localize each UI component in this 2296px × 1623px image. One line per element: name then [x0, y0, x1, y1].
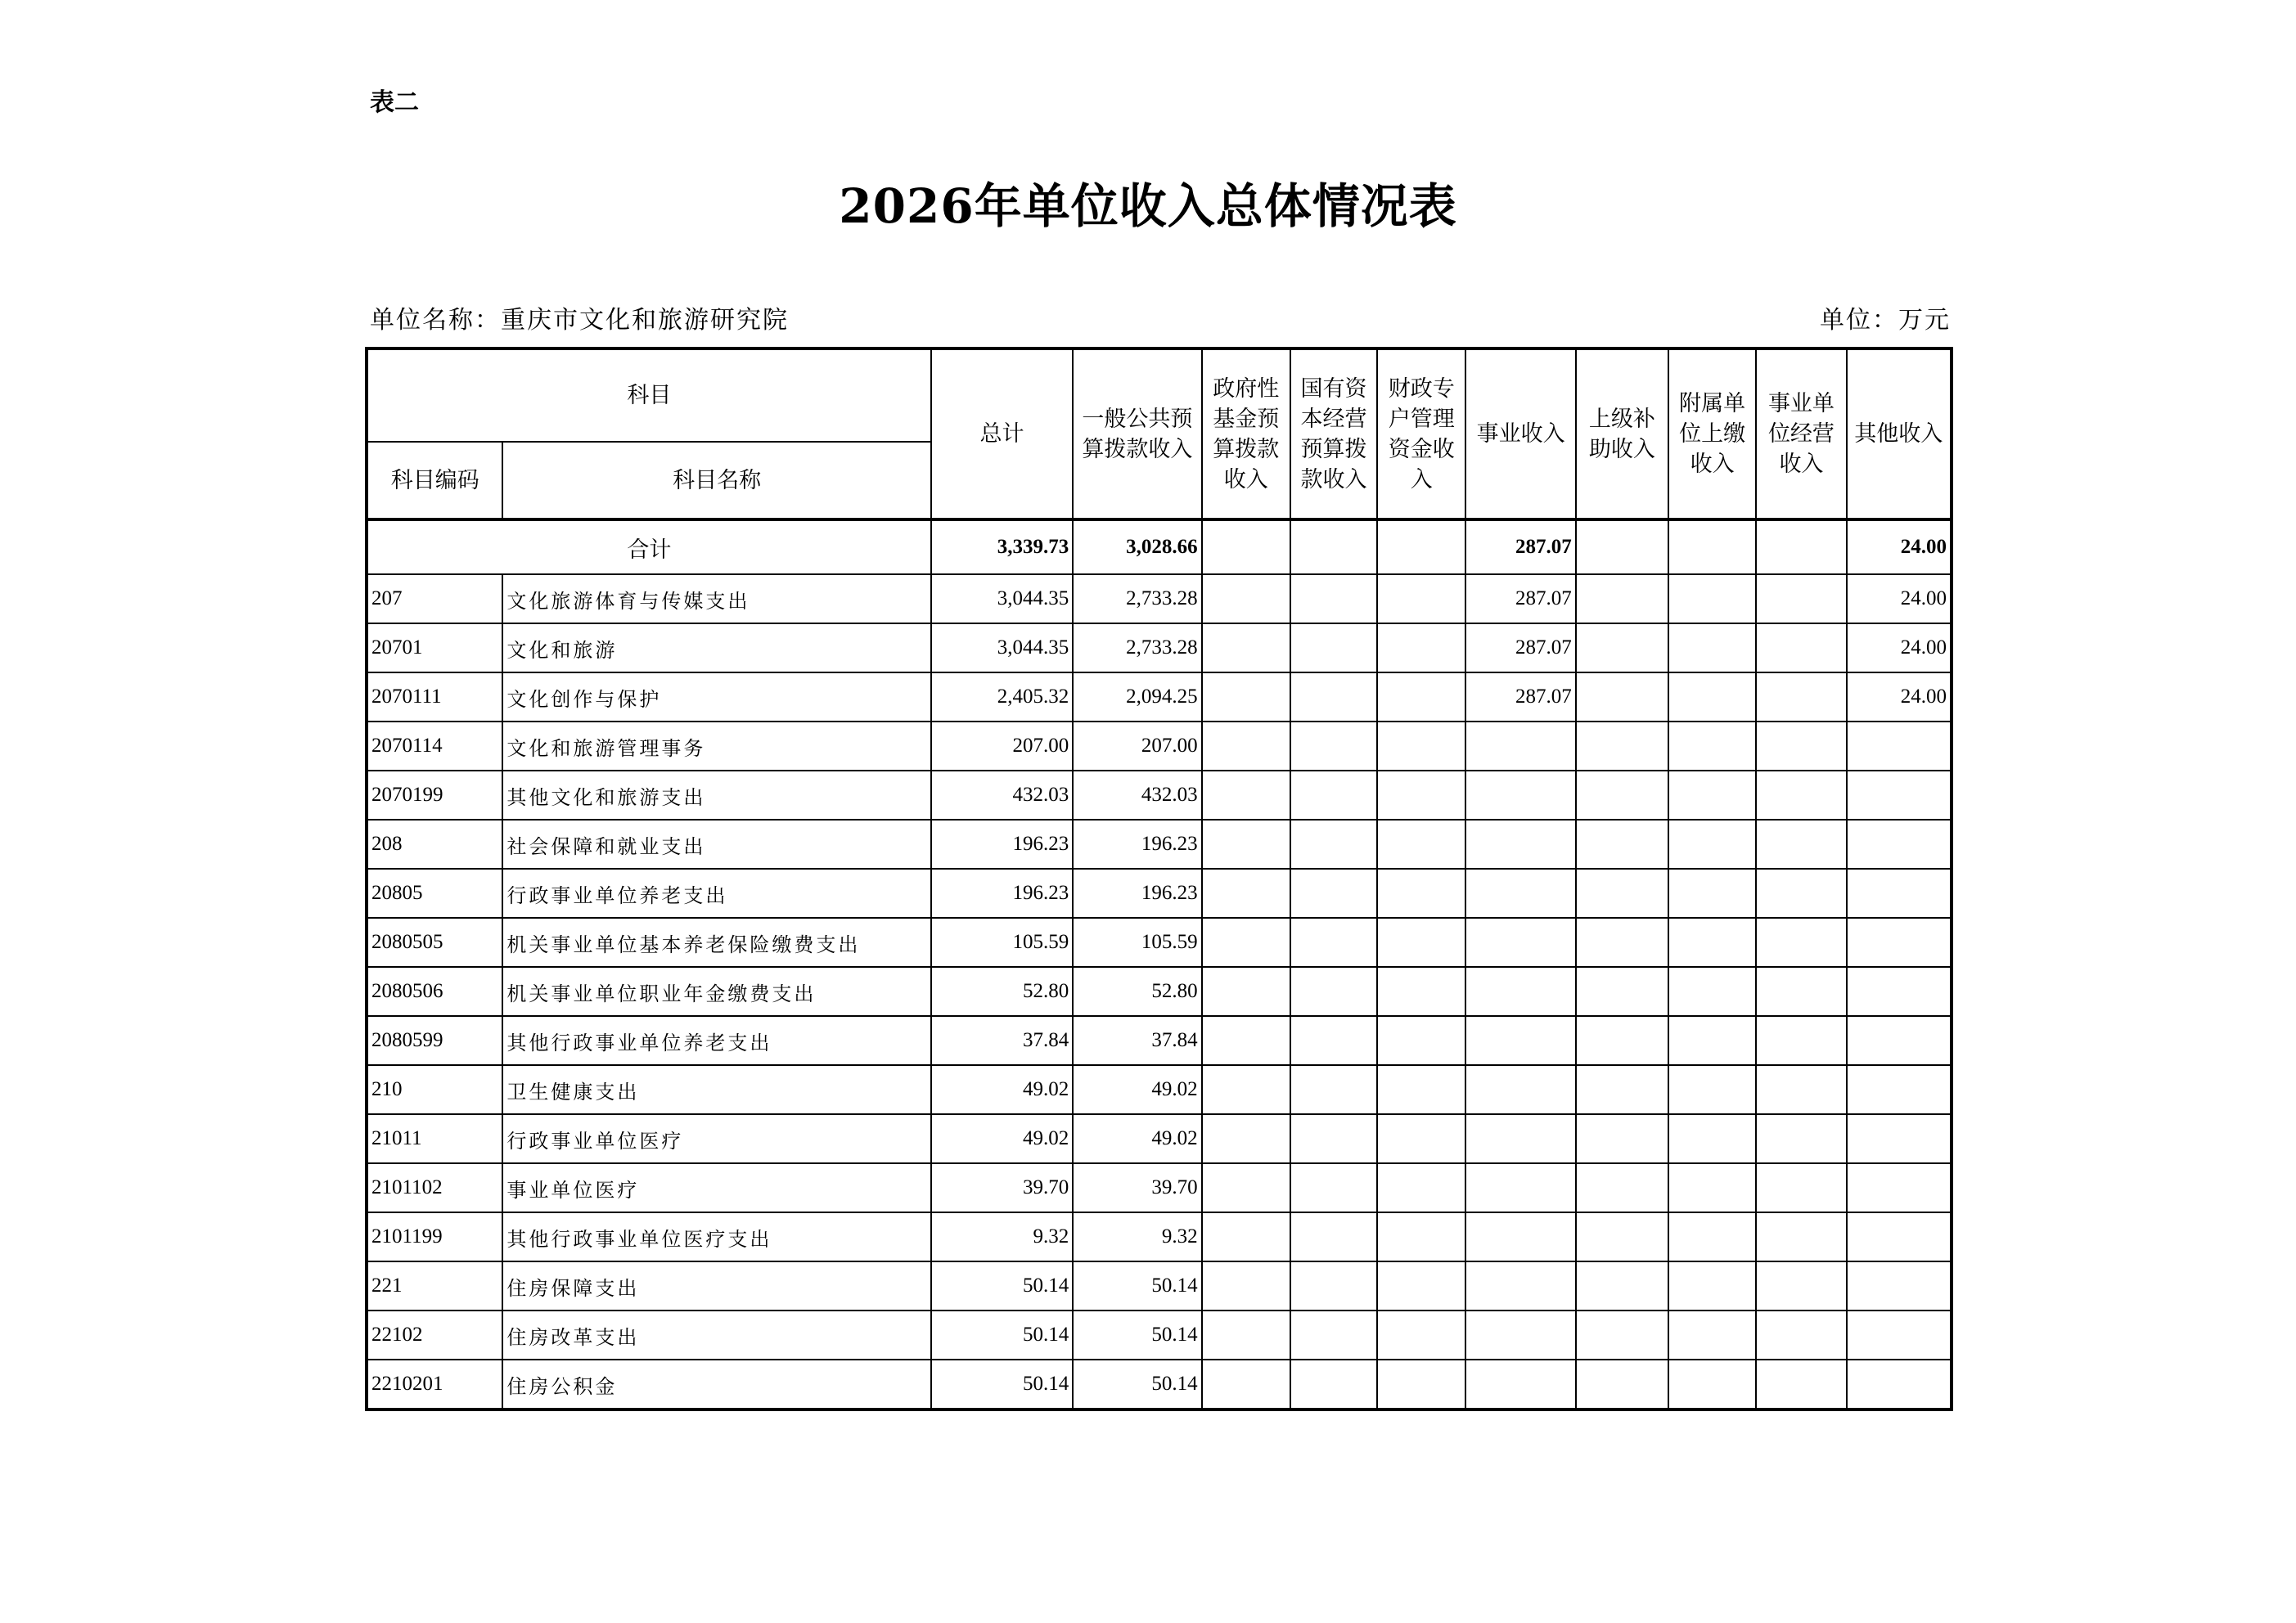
cell-special-account	[1377, 1114, 1465, 1163]
header-special-account: 财政专户管理资金收入	[1377, 348, 1465, 519]
header-business-income: 事业收入	[1465, 348, 1575, 519]
table-row	[367, 771, 1952, 820]
cell-general-budget: 39.70	[1073, 1163, 1201, 1212]
cell-general-budget: 37.84	[1073, 1016, 1201, 1065]
income-table	[365, 347, 1953, 1411]
cell-business-income	[1465, 722, 1575, 771]
cell-special-account	[1377, 1360, 1465, 1409]
total-special-account	[1377, 519, 1465, 574]
cell-affiliated	[1668, 672, 1756, 722]
header-operating: 事业单位经营收入	[1756, 348, 1846, 519]
cell-general-budget: 196.23	[1073, 820, 1201, 869]
cell-other	[1847, 1360, 1952, 1409]
cell-affiliated	[1668, 1212, 1756, 1261]
cell-name: 住房保障支出	[502, 1261, 930, 1311]
table-body	[367, 519, 1952, 1409]
total-business-income: 287.07	[1465, 519, 1575, 574]
total-total: 3,339.73	[931, 519, 1073, 574]
cell-general-budget: 432.03	[1073, 771, 1201, 820]
cell-name: 事业单位医疗	[502, 1163, 930, 1212]
cell-special-account	[1377, 1016, 1465, 1065]
table-row	[367, 1114, 1952, 1163]
cell-superior-subsidy	[1576, 672, 1668, 722]
cell-business-income	[1465, 1311, 1575, 1360]
cell-state-capital	[1290, 1065, 1377, 1114]
table-row	[367, 869, 1952, 918]
table-row	[367, 1163, 1952, 1212]
cell-code: 2080599	[367, 1016, 502, 1065]
cell-other	[1847, 1261, 1952, 1311]
cell-gov-fund	[1202, 722, 1290, 771]
cell-code: 221	[367, 1261, 502, 1311]
cell-special-account	[1377, 1261, 1465, 1311]
header-superior-subsidy: 上级补助收入	[1576, 348, 1668, 519]
cell-superior-subsidy	[1576, 1212, 1668, 1261]
cell-special-account	[1377, 623, 1465, 672]
cell-special-account	[1377, 918, 1465, 967]
cell-affiliated	[1668, 820, 1756, 869]
table-row	[367, 672, 1952, 722]
cell-superior-subsidy	[1576, 623, 1668, 672]
total-other: 24.00	[1847, 519, 1952, 574]
cell-gov-fund	[1202, 623, 1290, 672]
cell-affiliated	[1668, 1311, 1756, 1360]
cell-code: 22102	[367, 1311, 502, 1360]
table-row	[367, 918, 1952, 967]
cell-other	[1847, 1065, 1952, 1114]
cell-total: 9.32	[931, 1212, 1073, 1261]
cell-name: 卫生健康支出	[502, 1065, 930, 1114]
cell-other	[1847, 1163, 1952, 1212]
cell-total: 50.14	[931, 1261, 1073, 1311]
cell-other	[1847, 771, 1952, 820]
cell-business-income	[1465, 918, 1575, 967]
cell-superior-subsidy	[1576, 869, 1668, 918]
cell-affiliated	[1668, 1360, 1756, 1409]
cell-general-budget: 2,094.25	[1073, 672, 1201, 722]
cell-general-budget: 105.59	[1073, 918, 1201, 967]
table-header	[367, 348, 1952, 519]
cell-total: 196.23	[931, 820, 1073, 869]
cell-business-income	[1465, 869, 1575, 918]
cell-affiliated	[1668, 574, 1756, 623]
cell-affiliated	[1668, 1016, 1756, 1065]
table-row	[367, 1016, 1952, 1065]
cell-gov-fund	[1202, 869, 1290, 918]
cell-state-capital	[1290, 1016, 1377, 1065]
cell-general-budget: 9.32	[1073, 1212, 1201, 1261]
cell-gov-fund	[1202, 1016, 1290, 1065]
total-affiliated	[1668, 519, 1756, 574]
cell-code: 21011	[367, 1114, 502, 1163]
cell-gov-fund	[1202, 1261, 1290, 1311]
cell-code: 20805	[367, 869, 502, 918]
cell-gov-fund	[1202, 1311, 1290, 1360]
table-row	[367, 1311, 1952, 1360]
cell-name: 住房改革支出	[502, 1311, 930, 1360]
cell-special-account	[1377, 1212, 1465, 1261]
cell-gov-fund	[1202, 672, 1290, 722]
cell-gov-fund	[1202, 574, 1290, 623]
total-general-budget: 3,028.66	[1073, 519, 1201, 574]
total-row	[367, 519, 1952, 574]
cell-gov-fund	[1202, 1114, 1290, 1163]
cell-code: 20701	[367, 623, 502, 672]
cell-state-capital	[1290, 623, 1377, 672]
cell-other	[1847, 1016, 1952, 1065]
cell-state-capital	[1290, 1163, 1377, 1212]
cell-gov-fund	[1202, 771, 1290, 820]
cell-total: 49.02	[931, 1065, 1073, 1114]
cell-operating	[1756, 574, 1846, 623]
total-operating	[1756, 519, 1846, 574]
cell-superior-subsidy	[1576, 771, 1668, 820]
cell-code: 208	[367, 820, 502, 869]
cell-business-income: 287.07	[1465, 672, 1575, 722]
cell-total: 3,044.35	[931, 623, 1073, 672]
cell-general-budget: 50.14	[1073, 1360, 1201, 1409]
cell-operating	[1756, 1261, 1846, 1311]
cell-business-income	[1465, 1114, 1575, 1163]
cell-operating	[1756, 623, 1846, 672]
cell-superior-subsidy	[1576, 1114, 1668, 1163]
header-total: 总计	[931, 348, 1073, 519]
cell-general-budget: 49.02	[1073, 1065, 1201, 1114]
cell-affiliated	[1668, 1114, 1756, 1163]
cell-total: 37.84	[931, 1016, 1073, 1065]
cell-total: 49.02	[931, 1114, 1073, 1163]
cell-business-income: 287.07	[1465, 623, 1575, 672]
cell-operating	[1756, 1114, 1846, 1163]
cell-operating	[1756, 1360, 1846, 1409]
cell-state-capital	[1290, 918, 1377, 967]
cell-general-budget: 52.80	[1073, 967, 1201, 1016]
cell-special-account	[1377, 967, 1465, 1016]
table-row	[367, 574, 1952, 623]
table-row	[367, 820, 1952, 869]
cell-special-account	[1377, 820, 1465, 869]
cell-code: 2080506	[367, 967, 502, 1016]
cell-affiliated	[1668, 967, 1756, 1016]
cell-superior-subsidy	[1576, 722, 1668, 771]
cell-other	[1847, 869, 1952, 918]
cell-state-capital	[1290, 1261, 1377, 1311]
cell-affiliated	[1668, 771, 1756, 820]
cell-operating	[1756, 918, 1846, 967]
cell-name: 社会保障和就业支出	[502, 820, 930, 869]
cell-affiliated	[1668, 722, 1756, 771]
cell-operating	[1756, 967, 1846, 1016]
cell-business-income	[1465, 820, 1575, 869]
cell-state-capital	[1290, 672, 1377, 722]
cell-superior-subsidy	[1576, 918, 1668, 967]
cell-total: 432.03	[931, 771, 1073, 820]
cell-general-budget: 2,733.28	[1073, 623, 1201, 672]
cell-total: 3,044.35	[931, 574, 1073, 623]
cell-special-account	[1377, 869, 1465, 918]
table-row	[367, 1212, 1952, 1261]
cell-gov-fund	[1202, 1212, 1290, 1261]
cell-code: 2101199	[367, 1212, 502, 1261]
cell-state-capital	[1290, 722, 1377, 771]
cell-total: 50.14	[931, 1360, 1073, 1409]
cell-business-income	[1465, 1016, 1575, 1065]
cell-other	[1847, 1114, 1952, 1163]
cell-superior-subsidy	[1576, 1163, 1668, 1212]
cell-affiliated	[1668, 918, 1756, 967]
cell-special-account	[1377, 1065, 1465, 1114]
cell-state-capital	[1290, 771, 1377, 820]
cell-other	[1847, 820, 1952, 869]
cell-special-account	[1377, 574, 1465, 623]
table-row	[367, 722, 1952, 771]
header-subject: 科目	[367, 348, 931, 442]
cell-gov-fund	[1202, 1065, 1290, 1114]
cell-superior-subsidy	[1576, 1261, 1668, 1311]
cell-special-account	[1377, 771, 1465, 820]
cell-special-account	[1377, 672, 1465, 722]
cell-business-income	[1465, 1261, 1575, 1311]
cell-code: 2070111	[367, 672, 502, 722]
cell-operating	[1756, 771, 1846, 820]
cell-code: 2070114	[367, 722, 502, 771]
cell-gov-fund	[1202, 820, 1290, 869]
cell-affiliated	[1668, 1065, 1756, 1114]
cell-business-income	[1465, 1065, 1575, 1114]
cell-business-income: 287.07	[1465, 574, 1575, 623]
cell-name: 文化创作与保护	[502, 672, 930, 722]
cell-gov-fund	[1202, 918, 1290, 967]
cell-operating	[1756, 1311, 1846, 1360]
cell-superior-subsidy	[1576, 574, 1668, 623]
cell-other	[1847, 918, 1952, 967]
cell-other: 24.00	[1847, 672, 1952, 722]
header-general-budget: 一般公共预算拨款收入	[1073, 348, 1201, 519]
table-row	[367, 623, 1952, 672]
total-label: 合计	[367, 519, 931, 574]
total-superior-subsidy	[1576, 519, 1668, 574]
cell-name: 文化和旅游管理事务	[502, 722, 930, 771]
table-row	[367, 1360, 1952, 1409]
cell-name: 住房公积金	[502, 1360, 930, 1409]
header-other: 其他收入	[1847, 348, 1952, 519]
cell-name: 行政事业单位医疗	[502, 1114, 930, 1163]
cell-business-income	[1465, 967, 1575, 1016]
cell-special-account	[1377, 1311, 1465, 1360]
cell-operating	[1756, 869, 1846, 918]
cell-other	[1847, 967, 1952, 1016]
cell-total: 105.59	[931, 918, 1073, 967]
total-state-capital	[1290, 519, 1377, 574]
cell-general-budget: 196.23	[1073, 869, 1201, 918]
table-row	[367, 1261, 1952, 1311]
cell-other	[1847, 1212, 1952, 1261]
cell-superior-subsidy	[1576, 820, 1668, 869]
cell-name: 其他行政事业单位医疗支出	[502, 1212, 930, 1261]
total-gov-fund	[1202, 519, 1290, 574]
cell-state-capital	[1290, 869, 1377, 918]
cell-operating	[1756, 1163, 1846, 1212]
cell-code: 2080505	[367, 918, 502, 967]
cell-business-income	[1465, 1360, 1575, 1409]
header-subject-name: 科目名称	[502, 442, 930, 519]
cell-code: 210	[367, 1065, 502, 1114]
cell-affiliated	[1668, 1261, 1756, 1311]
cell-other	[1847, 1311, 1952, 1360]
cell-gov-fund	[1202, 1163, 1290, 1212]
cell-general-budget: 50.14	[1073, 1311, 1201, 1360]
header-subject-code: 科目编码	[367, 442, 502, 519]
cell-name: 文化和旅游	[502, 623, 930, 672]
cell-gov-fund	[1202, 1360, 1290, 1409]
cell-superior-subsidy	[1576, 1311, 1668, 1360]
cell-affiliated	[1668, 623, 1756, 672]
cell-operating	[1756, 672, 1846, 722]
header-state-capital: 国有资本经营预算拨款收入	[1290, 348, 1377, 519]
cell-state-capital	[1290, 1212, 1377, 1261]
cell-special-account	[1377, 722, 1465, 771]
cell-total: 196.23	[931, 869, 1073, 918]
cell-name: 其他文化和旅游支出	[502, 771, 930, 820]
cell-gov-fund	[1202, 967, 1290, 1016]
cell-total: 52.80	[931, 967, 1073, 1016]
cell-total: 2,405.32	[931, 672, 1073, 722]
cell-other	[1847, 722, 1952, 771]
cell-code: 207	[367, 574, 502, 623]
cell-operating	[1756, 1065, 1846, 1114]
cell-state-capital	[1290, 820, 1377, 869]
cell-operating	[1756, 1016, 1846, 1065]
cell-name: 文化旅游体育与传媒支出	[502, 574, 930, 623]
table-label: 表二	[370, 88, 419, 117]
cell-code: 2101102	[367, 1163, 502, 1212]
cell-operating	[1756, 1212, 1846, 1261]
cell-state-capital	[1290, 967, 1377, 1016]
cell-state-capital	[1290, 1311, 1377, 1360]
cell-name: 行政事业单位养老支出	[502, 869, 930, 918]
page-title: 2026年单位收入总体情况表	[839, 178, 1457, 234]
cell-other: 24.00	[1847, 623, 1952, 672]
table-row	[367, 967, 1952, 1016]
cell-state-capital	[1290, 1360, 1377, 1409]
cell-business-income	[1465, 771, 1575, 820]
cell-business-income	[1465, 1163, 1575, 1212]
cell-total: 39.70	[931, 1163, 1073, 1212]
cell-other: 24.00	[1847, 574, 1952, 623]
cell-superior-subsidy	[1576, 1360, 1668, 1409]
cell-total: 207.00	[931, 722, 1073, 771]
header-gov-fund: 政府性基金预算拨款收入	[1202, 348, 1290, 519]
cell-general-budget: 2,733.28	[1073, 574, 1201, 623]
cell-general-budget: 49.02	[1073, 1114, 1201, 1163]
cell-state-capital	[1290, 1114, 1377, 1163]
cell-general-budget: 207.00	[1073, 722, 1201, 771]
cell-superior-subsidy	[1576, 1016, 1668, 1065]
cell-state-capital	[1290, 574, 1377, 623]
header-affiliated: 附属单位上缴收入	[1668, 348, 1756, 519]
currency-unit: 单位：万元	[1820, 306, 1951, 335]
cell-affiliated	[1668, 1163, 1756, 1212]
cell-operating	[1756, 722, 1846, 771]
cell-superior-subsidy	[1576, 1065, 1668, 1114]
cell-affiliated	[1668, 869, 1756, 918]
cell-general-budget: 50.14	[1073, 1261, 1201, 1311]
cell-name: 机关事业单位基本养老保险缴费支出	[502, 918, 930, 967]
cell-superior-subsidy	[1576, 967, 1668, 1016]
table-row	[367, 1065, 1952, 1114]
cell-business-income	[1465, 1212, 1575, 1261]
unit-name: 单位名称：重庆市文化和旅游研究院	[370, 306, 789, 335]
cell-operating	[1756, 820, 1846, 869]
cell-code: 2070199	[367, 771, 502, 820]
cell-name: 其他行政事业单位养老支出	[502, 1016, 930, 1065]
cell-total: 50.14	[931, 1311, 1073, 1360]
cell-name: 机关事业单位职业年金缴费支出	[502, 967, 930, 1016]
cell-code: 2210201	[367, 1360, 502, 1409]
cell-special-account	[1377, 1163, 1465, 1212]
